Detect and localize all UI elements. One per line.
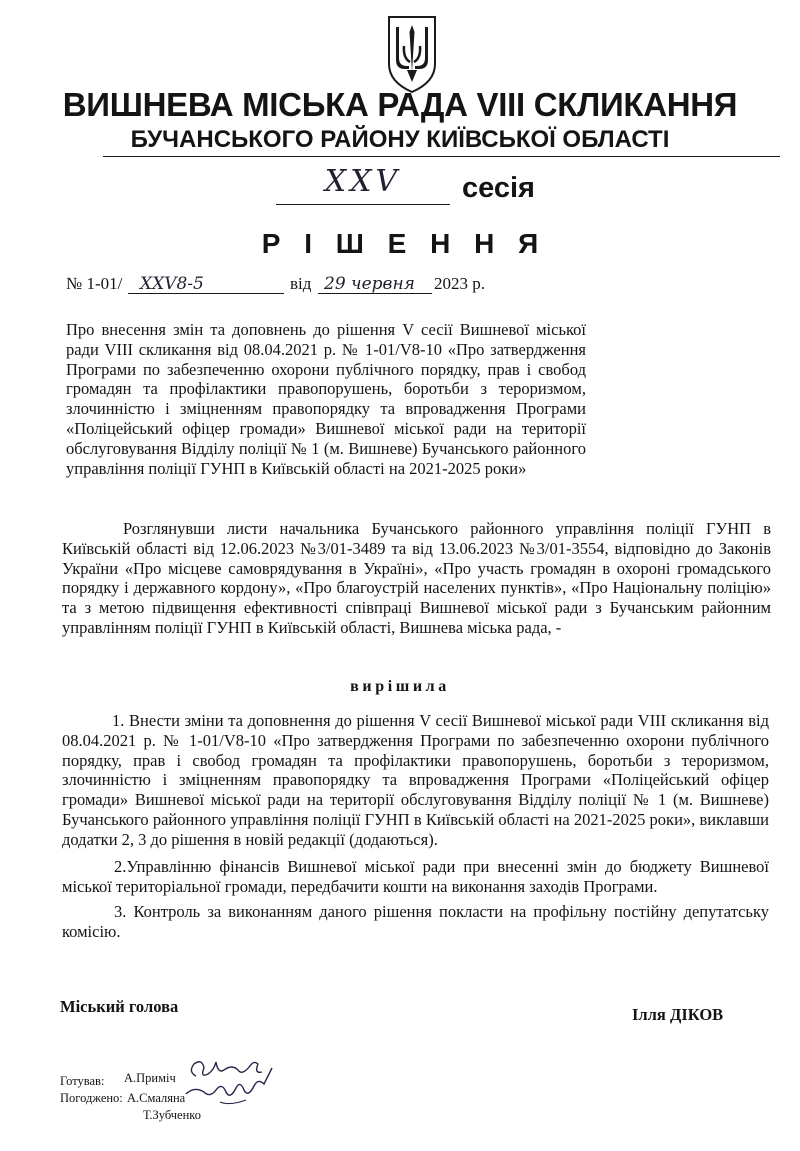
decision-number-field (128, 272, 284, 294)
mayor-title: Міський голова (60, 997, 179, 1016)
decision-number-handwritten: XXV8-5 (140, 274, 204, 294)
resolved-heading: вирішила (350, 678, 450, 695)
resolution-item-3: 3. Контроль за виконанням даного рішення покласти на профільну постійну депутатську комісію. (62, 902, 769, 941)
resolution-item-1: 1. Внести зміни та доповнення до рішення V сесії Вишневої міської ради VIII скликання від 08.04.2021 р. № 1-01/V8-10 «Про затвердження Програми по забезпеченню охорони публічного порядку, прав і свобод громадян та профілактики правопорушень, боротьби з тероризмом, злочинністю і зміцненням правопорядку та впровадження Програми «Поліцейський офіцер громади» Вишневої міської ради на території обслуговування Відділу поліції № 1 (м. Вишневе) Бучанського районного управління поліції ГУНП в Київській області на 2021-2025 роки», виклавши додатки 2, 3 до рішення в новій редакції (додаються). (62, 711, 769, 849)
agreed-by-2: Т.Зубченко (143, 1108, 201, 1122)
document-title: Р І Ш Е Н Н Я (261, 228, 547, 259)
agreed-label: Погоджено: (60, 1091, 123, 1105)
coat-of-arms-icon (383, 14, 441, 94)
council-title: ВИШНЕВА МІСЬКА РАДА VIII СКЛИКАННЯ (62, 86, 738, 123)
mayor-name: Ілля ДІКОВ (632, 1005, 724, 1024)
date-label: від (290, 274, 312, 293)
decision-number-label: № 1-01/ (66, 274, 123, 293)
prepared-by: А.Приміч (124, 1071, 176, 1085)
header-divider (103, 156, 780, 157)
decision-date-field (318, 272, 432, 294)
session-number-handwritten: XXV (324, 164, 402, 199)
decision-subject: Про внесення змін та доповнень до рішення V сесії Вишневої міської ради VIII скликання від 08.04.2021 р. № 1-01/V8-10 «Про затвердження Програми по забезпеченню охорони публічного порядку, прав і свобод громадян та профілактики правопорушень, боротьби з тероризмом, злочинністю і зміцненням правопорядку та впровадження Програми «Поліцейський офіцер громади» Вишневої міської ради на території обслуговування Відділу поліції № 1 (м. Вишневе) Бучанського районного управління поліції ГУНП в Київській області на 2021-2025 роки» (66, 320, 586, 478)
session-label: сесія (462, 172, 535, 204)
decision-year: 2023 р. (434, 274, 485, 293)
district-subtitle: БУЧАНСЬКОГО РАЙОНУ КИЇВСЬКОЇ ОБЛАСТІ (130, 126, 670, 153)
decision-date-handwritten: 29 червня (324, 274, 415, 294)
session-number-line (276, 204, 450, 205)
prepared-label: Готував: (60, 1074, 105, 1088)
handwritten-signature (180, 1048, 280, 1110)
agreed-by-1: А.Смаляна (127, 1091, 186, 1105)
preamble-paragraph: Розглянувши листи начальника Бучанського районного управління поліції ГУНП в Київській області від 12.06.2023 №3/01-3489 та від 13.06.2023 №3/01-3554, відповідно до Законів України «Про місцеве самоврядування в Україні», «Про участь громадян в охороні громадського порядку і державного кордону», «Про благоустрій населених пунктів», «Про Національну поліцію» та з метою підвищення ефективності співпраці Вишневої міської ради з Бучанським районним управлінням поліції ГУНП в Київській області, Вишнева міська рада, - (62, 519, 771, 637)
resolution-item-2: 2.Управлінню фінансів Вишневої міської ради при внесенні змін до бюджету Вишневої міської територіальної громади, передбачити кошти на виконання заходів Програми. (62, 857, 769, 896)
